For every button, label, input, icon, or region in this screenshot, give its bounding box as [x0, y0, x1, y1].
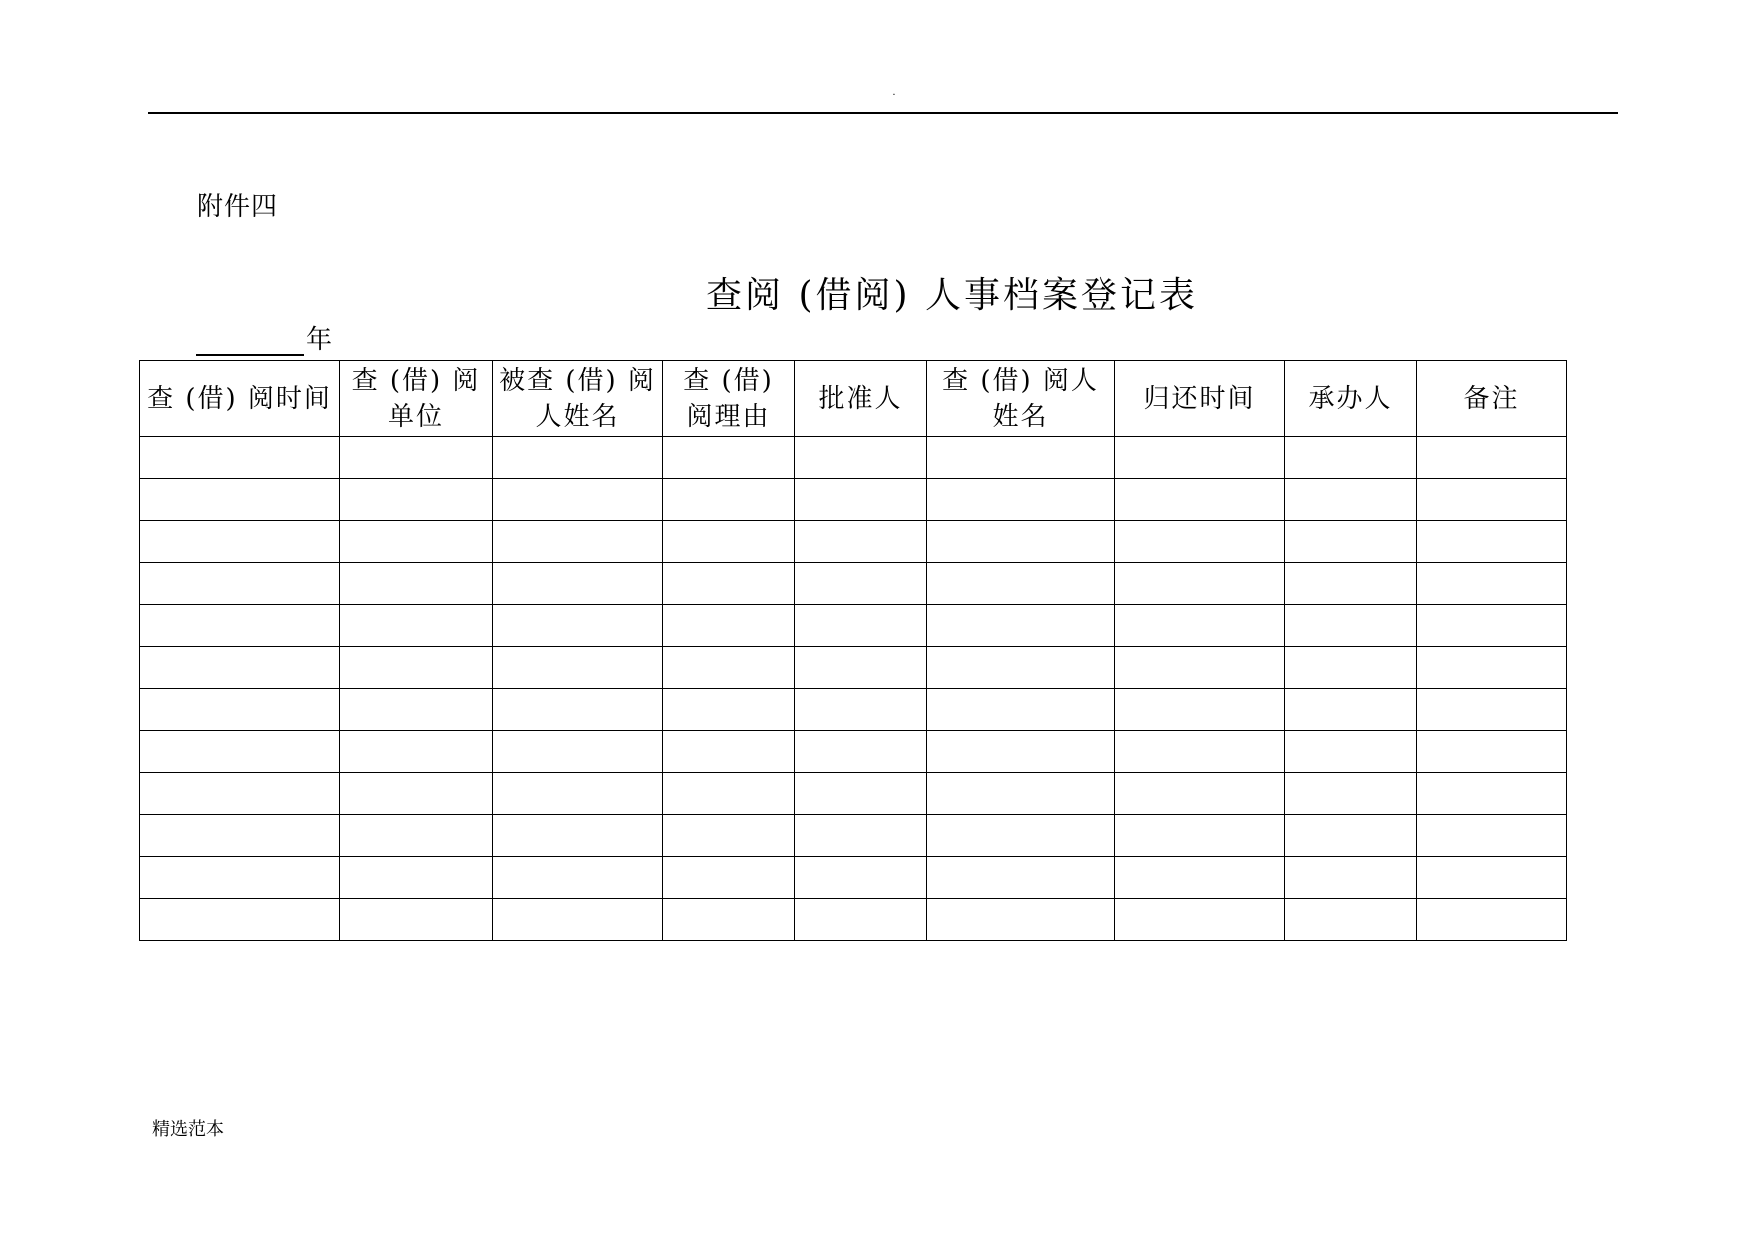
table-cell[interactable] [1115, 479, 1285, 521]
column-header-line: 备注 [1463, 383, 1520, 414]
table-cell[interactable] [927, 563, 1115, 605]
page-title: 查阅 (借阅) 人事档案登记表 [706, 275, 1198, 316]
table-cell[interactable] [927, 857, 1115, 899]
table-cell[interactable] [795, 563, 927, 605]
table-cell[interactable] [1417, 647, 1567, 689]
table-row [140, 437, 1567, 479]
column-header-line: 单位 [387, 401, 444, 432]
table-cell[interactable] [493, 773, 663, 815]
table-cell[interactable] [663, 899, 795, 941]
footer-note: 精选范本 [152, 1119, 224, 1140]
header-mark: . [892, 87, 896, 98]
table-cell[interactable] [927, 773, 1115, 815]
table-cell[interactable] [140, 647, 340, 689]
table-cell[interactable] [140, 773, 340, 815]
column-header-line: 查 (借) 阅 [351, 365, 481, 396]
table-cell[interactable] [1285, 857, 1417, 899]
table-cell[interactable] [493, 479, 663, 521]
table-cell[interactable] [340, 479, 493, 521]
table-cell[interactable] [493, 521, 663, 563]
table-cell[interactable] [663, 605, 795, 647]
table-cell[interactable] [1285, 521, 1417, 563]
table-cell[interactable] [663, 437, 795, 479]
attachment-label: 附件四 [197, 192, 279, 222]
table-cell[interactable] [1285, 479, 1417, 521]
table-cell[interactable] [340, 563, 493, 605]
table-cell[interactable] [1285, 689, 1417, 731]
table-cell[interactable] [663, 815, 795, 857]
year-blank[interactable] [196, 324, 304, 356]
table-cell[interactable] [1115, 689, 1285, 731]
table-cell[interactable] [663, 731, 795, 773]
table-cell[interactable] [663, 647, 795, 689]
table-cell[interactable] [1417, 521, 1567, 563]
table-cell[interactable] [1115, 899, 1285, 941]
table-cell[interactable] [1285, 899, 1417, 941]
column-header-line: 阅理由 [686, 401, 771, 432]
table-row [140, 563, 1567, 605]
table-cell[interactable] [340, 731, 493, 773]
table-cell[interactable] [340, 773, 493, 815]
table-cell[interactable] [927, 731, 1115, 773]
table-cell[interactable] [663, 479, 795, 521]
table-cell[interactable] [493, 731, 663, 773]
table-cell[interactable] [493, 605, 663, 647]
table-cell[interactable] [140, 857, 340, 899]
table-cell[interactable] [493, 563, 663, 605]
column-header [927, 361, 1115, 437]
table-cell[interactable] [1285, 773, 1417, 815]
table-cell[interactable] [927, 437, 1115, 479]
table-cell[interactable] [340, 689, 493, 731]
table-cell[interactable] [927, 605, 1115, 647]
table-cell[interactable] [795, 689, 927, 731]
table-cell[interactable] [493, 899, 663, 941]
table-cell[interactable] [663, 773, 795, 815]
table-row [140, 647, 1567, 689]
table-cell[interactable] [663, 857, 795, 899]
table-cell[interactable] [1115, 605, 1285, 647]
table-cell[interactable] [493, 815, 663, 857]
table-cell[interactable] [1285, 647, 1417, 689]
column-header-line: 查 (借) 阅时间 [147, 383, 332, 414]
table-header-row [140, 361, 1567, 437]
table-cell[interactable] [140, 563, 340, 605]
table-cell[interactable] [493, 857, 663, 899]
table-row [140, 689, 1567, 731]
register-table [139, 360, 1567, 941]
table-cell[interactable] [1417, 899, 1567, 941]
table-cell[interactable] [1115, 563, 1285, 605]
table-cell[interactable] [795, 857, 927, 899]
table-cell[interactable] [1417, 731, 1567, 773]
table-cell[interactable] [927, 479, 1115, 521]
table-cell[interactable] [1417, 605, 1567, 647]
table-cell[interactable] [340, 899, 493, 941]
table-cell[interactable] [1417, 689, 1567, 731]
table-row [140, 857, 1567, 899]
table-cell[interactable] [1417, 815, 1567, 857]
table-cell[interactable] [1115, 647, 1285, 689]
column-header [663, 361, 795, 437]
table-cell[interactable] [927, 521, 1115, 563]
table-cell[interactable] [1115, 857, 1285, 899]
column-header-line: 查 (借) 阅人 [942, 365, 1099, 396]
table-cell[interactable] [795, 521, 927, 563]
table-row [140, 605, 1567, 647]
column-header-line: 批准人 [818, 383, 903, 414]
column-header-line: 被查 (借) 阅 [499, 365, 656, 396]
table-body [140, 437, 1567, 941]
table-cell[interactable] [927, 689, 1115, 731]
table-cell[interactable] [340, 437, 493, 479]
table-cell[interactable] [1285, 437, 1417, 479]
table-cell[interactable] [1285, 731, 1417, 773]
table-cell[interactable] [795, 773, 927, 815]
table-row [140, 899, 1567, 941]
column-header-line: 姓名 [992, 401, 1049, 432]
table-row [140, 731, 1567, 773]
table-cell[interactable] [1115, 521, 1285, 563]
table-cell[interactable] [927, 899, 1115, 941]
table-cell[interactable] [795, 899, 927, 941]
column-header [1285, 361, 1417, 437]
table-cell[interactable] [795, 605, 927, 647]
table-cell[interactable] [1417, 563, 1567, 605]
table-cell[interactable] [140, 479, 340, 521]
column-header [1417, 361, 1567, 437]
table-cell[interactable] [140, 605, 340, 647]
table-cell[interactable] [140, 815, 340, 857]
table-cell[interactable] [493, 437, 663, 479]
table-cell[interactable] [1115, 437, 1285, 479]
column-header [340, 361, 493, 437]
table-cell[interactable] [1115, 815, 1285, 857]
table-cell[interactable] [340, 521, 493, 563]
table-cell[interactable] [795, 479, 927, 521]
table-cell[interactable] [795, 647, 927, 689]
column-header [1115, 361, 1285, 437]
header-rule [148, 112, 1618, 114]
table-cell[interactable] [140, 731, 340, 773]
table-cell[interactable] [340, 815, 493, 857]
column-header [140, 361, 340, 437]
table-cell[interactable] [795, 437, 927, 479]
table-row [140, 815, 1567, 857]
table-cell[interactable] [340, 857, 493, 899]
table-cell[interactable] [1417, 437, 1567, 479]
table-cell[interactable] [1417, 479, 1567, 521]
table-row [140, 479, 1567, 521]
table-cell[interactable] [140, 437, 340, 479]
year-field [196, 320, 332, 356]
table-cell[interactable] [927, 815, 1115, 857]
table-cell[interactable] [1115, 773, 1285, 815]
table-cell[interactable] [663, 563, 795, 605]
column-header-line: 查 (借) [683, 365, 774, 396]
year-label: 年 [306, 325, 333, 355]
table-cell[interactable] [340, 605, 493, 647]
column-header-line: 归还时间 [1143, 383, 1256, 414]
column-header-line: 承办人 [1308, 383, 1393, 414]
column-header-line: 人姓名 [535, 401, 620, 432]
column-header [493, 361, 663, 437]
table-cell[interactable] [663, 689, 795, 731]
column-header [795, 361, 927, 437]
table-cell[interactable] [795, 815, 927, 857]
table-cell[interactable] [493, 689, 663, 731]
table-cell[interactable] [795, 731, 927, 773]
table-cell[interactable] [140, 899, 340, 941]
table-cell[interactable] [927, 647, 1115, 689]
table-cell[interactable] [140, 689, 340, 731]
table-cell[interactable] [493, 647, 663, 689]
table-row [140, 521, 1567, 563]
table-cell[interactable] [1285, 563, 1417, 605]
table-cell[interactable] [1285, 815, 1417, 857]
table-cell[interactable] [1417, 773, 1567, 815]
table-cell[interactable] [1417, 857, 1567, 899]
table-cell[interactable] [140, 521, 340, 563]
table-cell[interactable] [1115, 731, 1285, 773]
table-cell[interactable] [663, 521, 795, 563]
table-cell[interactable] [1285, 605, 1417, 647]
table-row [140, 773, 1567, 815]
table-cell[interactable] [340, 647, 493, 689]
